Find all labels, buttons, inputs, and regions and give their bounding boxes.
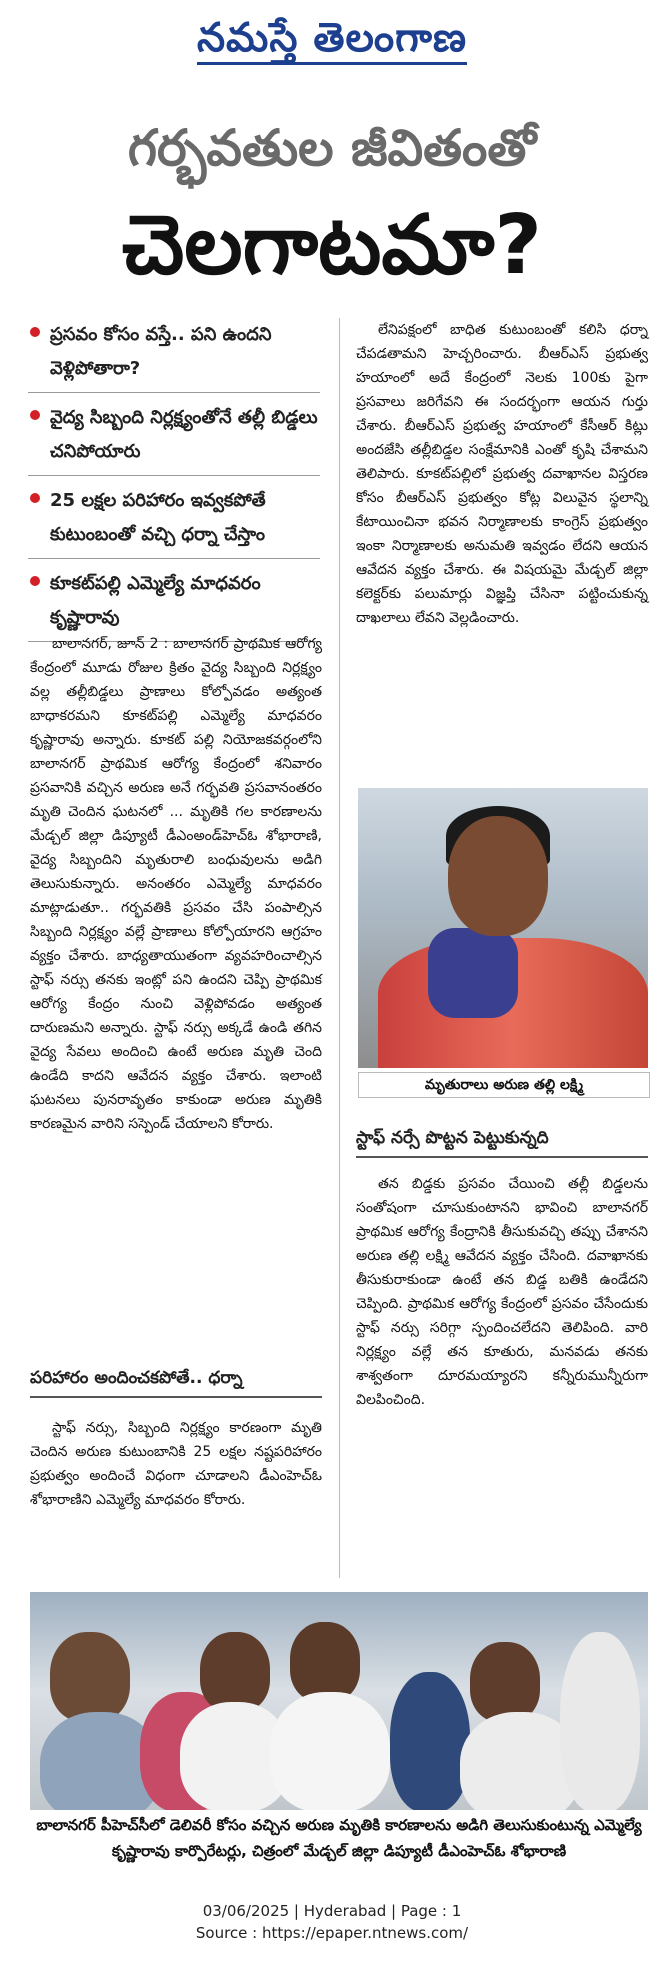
bullet-icon	[30, 493, 40, 503]
photo-person	[290, 1622, 360, 1702]
page-footer	[0, 1900, 664, 1944]
highlight-item	[28, 567, 320, 642]
photo-person	[270, 1692, 390, 1810]
story-paragraph: తన బిడ్డకు ప్రసవం చేయించి తల్లీ బిడ్డలను సంతోషంగా చూసుకుంటానని భావించి బాలానగర్ ప్రాథమిక ఆరోగ్య కేంద్రానికి తీసుకువచ్చి తప్పు చేశానని అరుణ తల్లి లక్ష్మి ఆవేదన వ్యక్తం చేసింది. దవాఖానకు తీసుకురాకుండా ఉంటే తన బిడ్డ బతికి ఉండేదని చెప్పింది. ప్రాథమిక ఆరోగ్య కేంద్రంలో ప్రసవం చేసేందుకు స్టాఫ్ నర్సు సరిగ్గా స్పందించలేదని తెలిపింది. వారి నిర్లక్ష్యం వల్లే తన కూతురు, మనవడు తనకు శాశ్వతంగా దూరమయ్యారని కన్నీరుమున్నీరుగా విలపించింది.	[356, 1176, 648, 1408]
highlights-list	[28, 318, 320, 650]
highlight-item	[28, 318, 320, 393]
masthead	[0, 0, 664, 80]
photo-person	[390, 1672, 470, 1810]
highlight-text: ప్రసవం కోసం వస్తే.. పని ఉందని వెళ్లిపోతారా?	[50, 324, 272, 379]
bullet-icon	[30, 576, 40, 586]
highlight-text: వైద్య సిబ్బంది నిర్లక్ష్యంతోనే తల్లీ బిడ్డలు చనిపోయారు	[50, 407, 318, 462]
headline-line-1: గర్భవతుల జీవితంతో	[127, 119, 537, 177]
bullet-icon	[30, 327, 40, 337]
photo-person	[50, 1632, 130, 1722]
headline-line-2: చెలగాటమా?	[122, 198, 542, 293]
story-left-column	[30, 632, 322, 1142]
footer-source: Source : https://epaper.ntnews.com/	[195, 1924, 469, 1942]
story-left-column-2	[30, 1416, 322, 1518]
photo-face	[448, 816, 548, 936]
photo-mla-visit	[30, 1592, 648, 1810]
photo-person	[560, 1632, 640, 1810]
photo-caption: బాలానగర్ పీహెచ్‌సీలో డెలివరీ కోసం వచ్చిన అరుణ మృతికి కారణాలను అడిగి తెలుసుకుంటున్న ఎమ్మెల్యే కృష్ణారావు కార్పొరేటర్లు, చిత్రంలో మేడ్చల్ జిల్లా డిప్యూటీ డీఎంహెచ్‌ఓ శోభారాణి	[36, 1816, 642, 1860]
story-right-column	[356, 318, 648, 636]
highlight-item	[28, 401, 320, 476]
photo-blouse	[428, 928, 518, 1018]
story-paragraph: బాలానగర్, జూన్ 2 : బాలానగర్ ప్రాథమిక ఆరోగ్య కేంద్రంలో మూడు రోజుల క్రితం వైద్య సిబ్బంది నిర్లక్ష్యం వల్ల తల్లీబిడ్డలు ప్రాణాలు కోల్పోవడం అత్యంత బాధాకరమని కూకట్‌పల్లి ఎమ్మెల్యే మాధవరం కృష్ణారావు అన్నారు. కూకట్ పల్లి నియోజకవర్గంలోని బాలానగర్ ప్రాథమిక ఆరోగ్య కేంద్రంలో శనివారం ప్రసవానికి వచ్చిన అరుణ అనే గర్భవతి ప్రసవానంతరం మృతి చెందిన ఘటనలో ... మృతికి గల కారణాలను మేడ్చల్ జిల్లా డిప్యూటీ డీఎంఅండ్‌హెచ్‌ఓ శోభారాణి, వైద్య సిబ్బందిని మృతురాలి బంధువులను అడిగి తెలుసుకున్నారు. అనంతరం ఎమ్మెల్యే మాధవరం మాట్లాడుతూ.. గర్భవతికి ప్రసవం చేసి పంపాల్సిన సిబ్బంది నిర్లక్ష్యం వల్లే ప్రాణాలు కోల్పోయారని ఆగ్రహం వ్యక్తం చేశారు. బాధ్యతాయుతంగా వ్యవహరించాల్సిన స్టాఫ్ నర్సు తనకు ఇంట్లో పని ఉందని చెప్పి ప్రాథమిక ఆరోగ్య కేంద్రం నుంచి వెళ్లిపోవడం అత్యంత దారుణమని అన్నారు. స్టాఫ్ నర్సు అక్కడే ఉండి తగిన వైద్య సేవలు అందించి ఉంటే అరుణ మృతి చెంది ఉండేది కాదని ఆవేదన వ్యక్తం చేశారు. ఇలాంటి ఘటనలు పునరావృతం కాకుండా అరుణ మృతికి కారణమైన వారిని సస్పెండ్ చేయాలని కోరారు.	[30, 636, 322, 1132]
highlight-text: 25 లక్షల పరిహారం ఇవ్వకపోతే కుటుంబంతో వచ్చి ధర్నా చేస్తాం	[50, 490, 266, 545]
subhead-compensation: పరిహారం అందించకపోతే.. ధర్నా	[30, 1368, 322, 1398]
subhead-staff-nurse: స్టాఫ్ నర్సే పొట్టన పెట్టుకున్నది	[356, 1128, 648, 1158]
newspaper-logo: నమస్తే తెలంగాణ	[197, 14, 467, 65]
story-right-column-2	[356, 1172, 648, 1418]
footer-date-edition: 03/06/2025 | Hyderabad | Page : 1	[202, 1902, 462, 1920]
photo-mother-lakshmi	[358, 788, 648, 1068]
story-paragraph: స్టాఫ్ నర్సు, సిబ్బంది నిర్లక్ష్యం కారణంగా మృతి చెందిన అరుణ కుటుంబానికి 25 లక్షల నష్టపరిహారం ప్రభుత్వం అందించే విధంగా చూడాలని డీఎంహెచ్‌ఓ శోభారాణిని ఎమ్మెల్యే మాధవరం కోరారు.	[30, 1420, 322, 1508]
photo-person	[470, 1642, 540, 1722]
photo-person	[200, 1632, 270, 1712]
story-paragraph: లేనిపక్షంలో బాధిత కుటుంబంతో కలిసి ధర్నా చేపడతామని హెచ్చరించారు. బీఆర్ఎస్ ప్రభుత్వ హయాంలో అదే కేంద్రంలో నెలకు 100కు పైగా ప్రసవాలు జరిగేవని ఈ సందర్భంగా ఆయన గుర్తు చేశారు. బీఆర్ఎస్ ప్రభుత్వ హయాంలో కేసీఆర్ కిట్లు అందజేసి తల్లీబిడ్డల సంక్షేమానికి ఎంతో కృషి చేశామని తెలిపారు. కూకట్‌పల్లిలో ప్రభుత్వ దవాఖానల విస్తరణ కోసం బీఆర్ఎస్ ప్రభుత్వం కోట్ల విలువైన స్థలాన్ని కేటాయించినా భవన నిర్మాణాలకు కాంగ్రెస్ ప్రభుత్వం ఇంకా నిర్మాణాలకు అనుమతి ఇవ్వడం లేదని ఆయన ఆవేదన వ్యక్తం చేశారు. ఈ విషయమై మేడ్చల్ జిల్లా కలెక్టర్‌కు పలుమార్లు విజ్ఞప్తి చేసినా పట్టించుకున్న దాఖలాలు లేవని వెల్లడించారు.	[356, 322, 648, 626]
photo-caption: మృతురాలు అరుణ తల్లి లక్ష్మి	[358, 1072, 650, 1098]
column-divider	[339, 318, 340, 1578]
highlight-text: కూకట్‌పల్లి ఎమ్మెల్యే మాధవరం కృష్ణారావు	[50, 573, 261, 628]
highlight-item	[28, 484, 320, 559]
bullet-icon	[30, 410, 40, 420]
